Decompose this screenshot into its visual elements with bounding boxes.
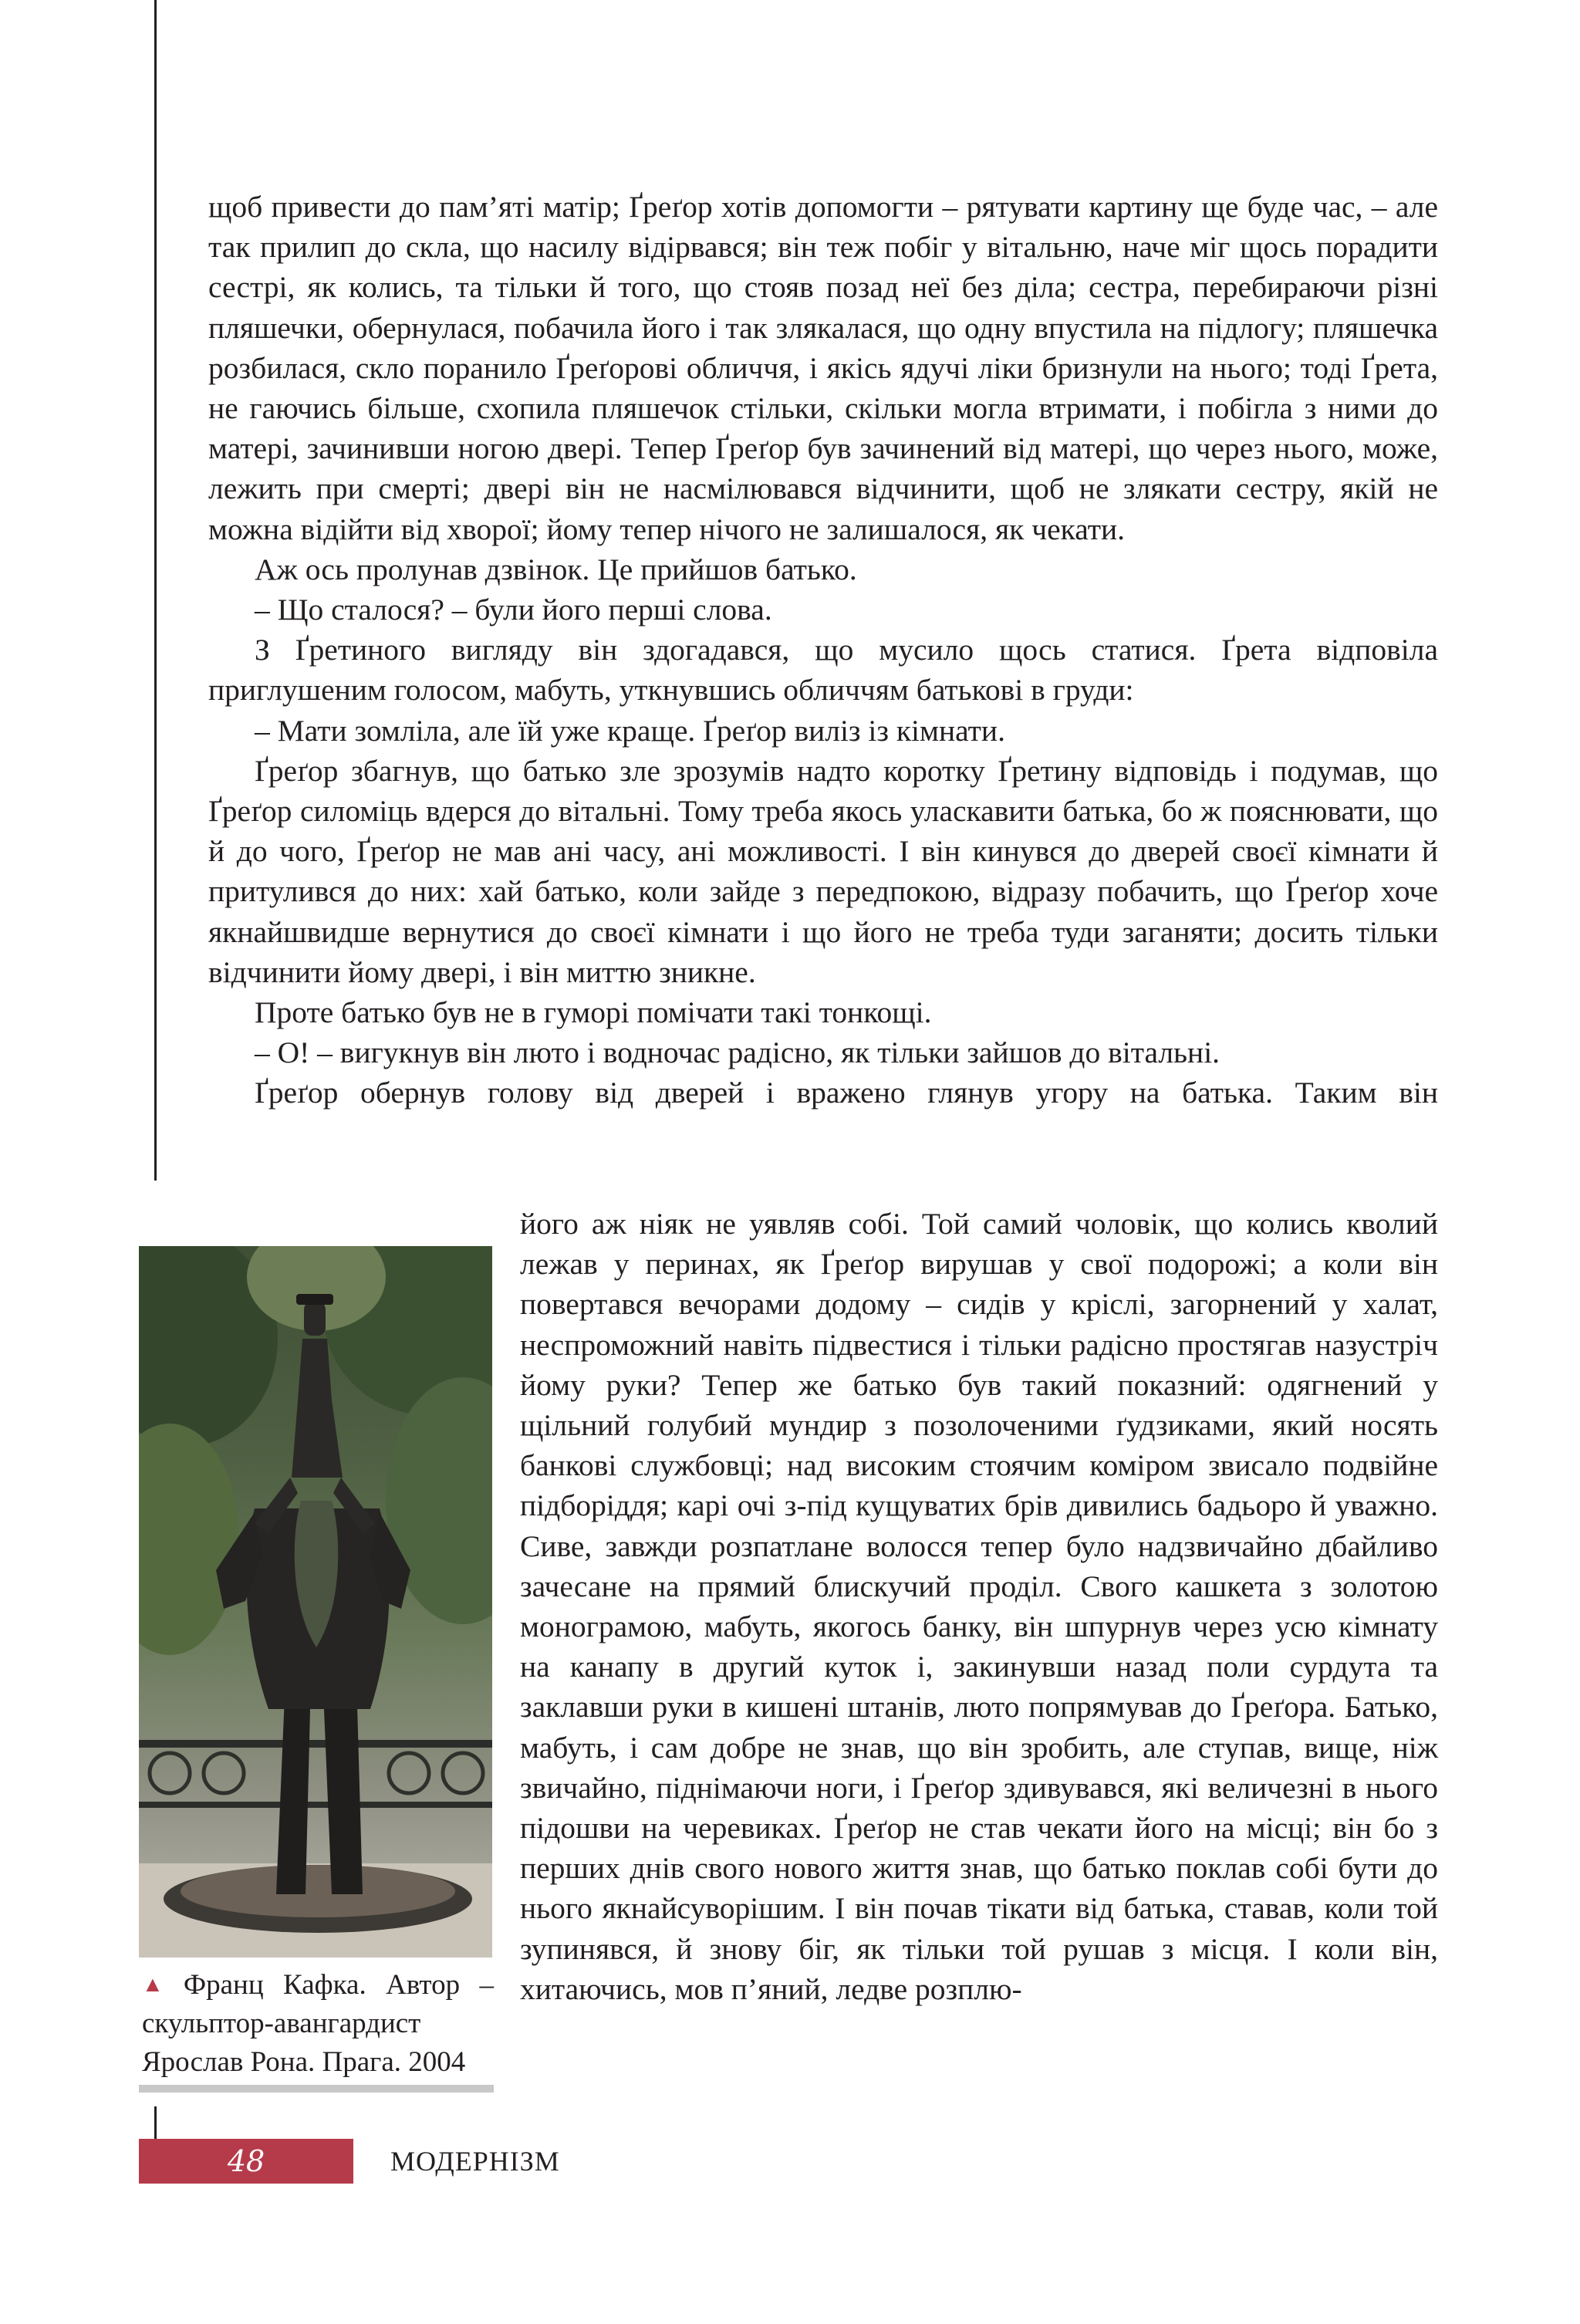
paragraph: Проте батько був не в гуморі помічати такі тонкощі.	[255, 995, 932, 1030]
triangle-marker-icon: ▲	[142, 1973, 176, 1997]
kafka-statue-photo	[139, 1246, 492, 1957]
caption-text: Франц Кафка. Автор – скульптор-авангардист Ярослав Рона. Прага. 2004	[142, 1969, 494, 2078]
paragraph: Ґреґор збагнув, що батько зле зрозумів надто коротку Ґретину відповідь і подумав, що Ґреґор силоміць вдерся до вітальні. Тому треба якось уласкавити батька, бо ж пояснювати, що й до чого, Ґреґор не мав ані часу, ані можливості. І він кинувся до дверей своєї кімнати й притулився до них: хай батько, коли зайде з передпокою, відразу побачить, що Ґреґор хоче якнайшвидше вернутися до своєї кімнати і що його не треба туди заганяти; досить тільки відчинити йому двері, і він миттю зникне.	[208, 753, 1438, 989]
page-number: 48	[139, 2139, 353, 2184]
paragraph: – Що сталося? – були його перші слова.	[255, 593, 772, 627]
paragraph: щоб привести до пам’яті матір; Ґреґор хотів допомогти – рятувати картину ще буде час, – але так прилип до скла, що насилу відірвався; він теж побіг у вітальню, наче міг щось порадити сестрі, як колись, та тільки й того, що стояв позад неї без діла; сестра, перебираючи різні пляшечки, обернулася, побачила його і так злякалася, що одну впустила на підлогу; пляшечка розбилася, скло поранило Ґреґорові обличчя, і якісь ядучі ліки бризнули на нього; тоді Ґрета, не гаючись більше, схопила пляшечок стільки, скільки могла втримати, і побігла з ними до матері, зачинивши ногою двері. Тепер Ґреґор був зачинений від матері, що через нього, може, лежить при смерті; двері він не насмілювався відчинити, щоб не злякати сестру, якій не можна відійти від хворої; йому тепер нічого не залишалося, як чекати.	[208, 190, 1438, 546]
paragraph: – Мати зомліла, але їй уже краще. Ґреґор виліз із кімнати.	[255, 713, 1005, 748]
paragraph: – О! – вигукнув він люто і водночас радісно, як тільки зайшов до вітальні.	[255, 1035, 1220, 1070]
paragraph: З Ґретиного вигляду він здогадався, що мусило щось статися. Ґрета відповіла приглушеним голосом, мабуть, уткнувшись обличчям батькові в груди:	[208, 633, 1438, 708]
side-text-column	[520, 1204, 1438, 2009]
paragraph: Аж ось пролунав дзвінок. Це прийшов батько.	[255, 552, 857, 586]
margin-rule	[154, 0, 157, 1181]
section-title: МОДЕРНІЗМ	[390, 2146, 560, 2177]
main-text	[208, 187, 1438, 1113]
figure-caption	[142, 1966, 494, 2082]
caption-underline	[139, 2085, 494, 2093]
paragraph: Ґреґор обернув голову від дверей і вражено глянув угору на батька. Таким він	[255, 1076, 1438, 1110]
paragraph: його аж ніяк не уявляв собі. Той самий чоловік, що колись кволий лежав у перинах, як Ґреґор вирушав у свої подорожі; а коли він повертався вечорами додому – сидів у кріслі, загорнений у халат, неспроможний навіть підвестися і тільки радісно простягав назустріч йому руки? Тепер же батько був такий показний: одягнений у щільний голубий мундир з позолоченими ґудзиками, який носять банкові службовці; над високим стоячим коміром звисало подвійне підборіддя; карі очі з-під кущуватих брів дивились бадьоро й уважно. Сиве, завжди розпатлане волосся тепер було надзвичайно дбайливо зачесане на прямий блискучий проділ. Свого кашкета з золотою монограмою, мабуть, якогось банку, він шпурнув через усю кімнату на канапу в другий куток і, закинувши назад поли сурдута та заклавши руки в кишені штанів, люто попрямував до Ґреґора. Батько, мабуть, і сам добре не знав, що він зробить, але ступав, вище, ніж звичайно, піднімаючи ноги, і Ґреґор здивувався, які величезні в нього підошви на черевиках. Ґреґор не став чекати його на місці; він бо з перших днів свого нового життя знав, що батько поклав собі бути до нього якнайсуворішим. І він почав тікати від батька, ставав, коли той зупинявся, й знову біг, як тільки той рушав з місця. І коли він, хитаючись, мов п’яний, ледве розплю-	[520, 1207, 1438, 2006]
